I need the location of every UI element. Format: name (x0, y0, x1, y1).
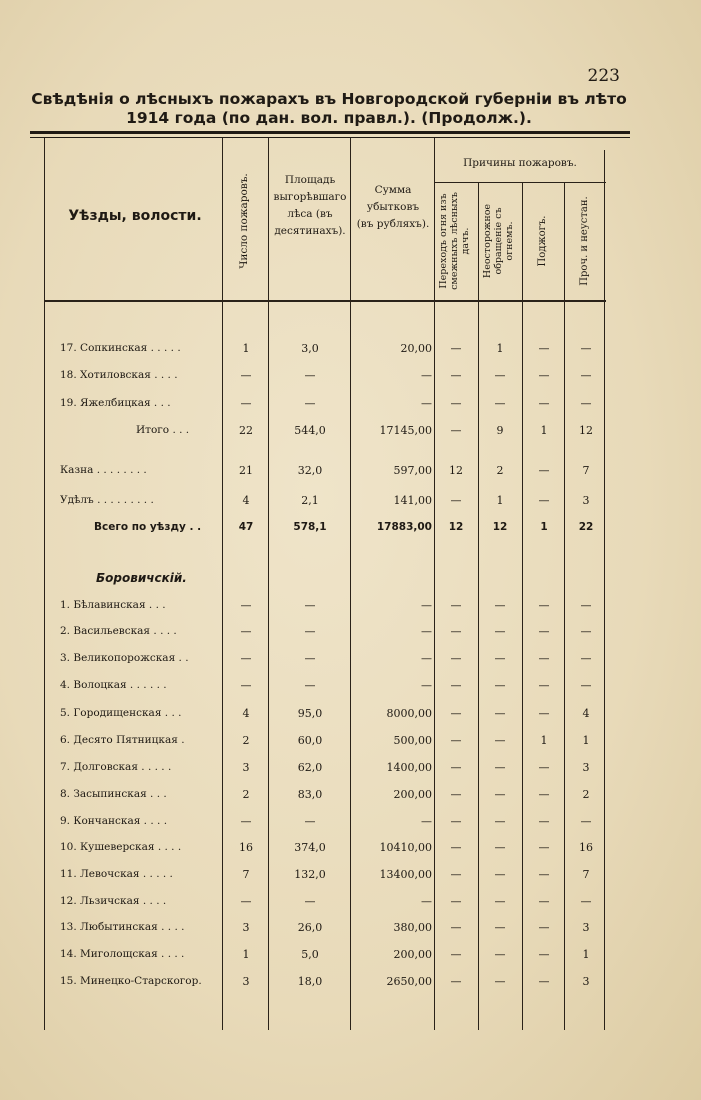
row-cause-arson: 1 (540, 734, 548, 747)
row-cause-spread: — (450, 734, 462, 747)
row-cause-arson: 1 (540, 521, 548, 533)
table-row (0, 424, 701, 444)
row-fire-count: 2 (242, 734, 250, 747)
row-name: 19. Яжелбицкая . . . (60, 397, 171, 409)
row-loss-sum: — (421, 815, 432, 828)
row-cause-spread: — (450, 652, 462, 665)
row-fire-count: — (240, 625, 252, 638)
row-loss-sum: 200,00 (393, 948, 432, 961)
row-fire-count: — (240, 397, 252, 410)
row-fire-count: — (240, 679, 252, 692)
row-cause-other: 12 (579, 424, 593, 437)
row-cause-other: — (580, 652, 592, 665)
row-cause-spread: — (450, 625, 462, 638)
row-cause-spread: — (450, 975, 462, 988)
row-cause-arson: — (538, 921, 550, 934)
header-causes: Причины пожаровъ. (463, 157, 577, 169)
row-cause-other: 3 (582, 494, 590, 507)
row-cause-arson: 1 (540, 424, 548, 437)
row-loss-sum: 500,00 (393, 734, 432, 747)
row-cause-other: 1 (582, 734, 590, 747)
row-fire-count: — (240, 369, 252, 382)
row-loss-sum: — (421, 397, 432, 410)
row-cause-careless: 1 (496, 494, 504, 507)
row-loss-sum: 17145,00 (379, 424, 432, 437)
row-cause-careless: — (494, 788, 506, 801)
table-row (0, 948, 701, 968)
row-loss-sum: 20,00 (400, 342, 432, 355)
row-cause-spread: — (450, 369, 462, 382)
row-name: 18. Хотиловская . . . . (60, 369, 178, 381)
row-cause-other: — (580, 397, 592, 410)
row-cause-spread: — (450, 679, 462, 692)
row-loss-sum: — (421, 895, 432, 908)
table-row (0, 975, 701, 995)
row-cause-other: — (580, 369, 592, 382)
row-fire-count: 16 (239, 841, 253, 854)
row-cause-other: 2 (582, 788, 590, 801)
row-burned-area: 132,0 (294, 868, 326, 881)
table-row (0, 734, 701, 754)
row-name: 5. Городищенская . . . (60, 707, 182, 719)
row-cause-arson: — (538, 494, 550, 507)
row-name: 6. Десято Пятницкая . (60, 734, 185, 746)
table-row (0, 494, 701, 514)
row-cause-other: — (580, 625, 592, 638)
row-name: 9. Кончанская . . . . (60, 815, 168, 827)
row-cause-arson: — (538, 369, 550, 382)
row-loss-sum: — (421, 652, 432, 665)
table-row (0, 815, 701, 835)
row-burned-area: 374,0 (294, 841, 326, 854)
header-bottom-rule (44, 300, 606, 302)
row-cause-careless: — (494, 948, 506, 961)
row-name: 10. Кушеверская . . . . (60, 841, 182, 853)
row-cause-careless: — (494, 975, 506, 988)
table-row (0, 921, 701, 941)
row-cause-other: 3 (582, 761, 590, 774)
row-cause-arson: — (538, 868, 550, 881)
row-fire-count: — (240, 599, 252, 612)
header-cause-careless: Неосторожное обращеніе съ огнемъ. (482, 203, 515, 279)
row-burned-area: 578,1 (293, 521, 327, 533)
row-burned-area: 32,0 (297, 464, 323, 477)
table-row (0, 895, 701, 915)
row-loss-sum: 13400,00 (379, 868, 432, 881)
row-burned-area: 95,0 (297, 707, 323, 720)
row-cause-spread: — (450, 342, 462, 355)
row-cause-careless: — (494, 652, 506, 665)
row-cause-careless: — (494, 369, 506, 382)
header-cause-spread: Переходъ огня изъ смежныхъ лѣсныхъ дачъ. (438, 192, 471, 290)
row-name: Всего по уѣзду . . (94, 521, 202, 533)
row-cause-spread: — (450, 494, 462, 507)
row-cause-careless: — (494, 921, 506, 934)
row-fire-count: — (240, 652, 252, 665)
row-cause-arson: — (538, 707, 550, 720)
row-cause-arson: — (538, 342, 550, 355)
row-cause-spread: — (450, 707, 462, 720)
row-cause-arson: — (538, 761, 550, 774)
row-loss-sum: 597,00 (393, 464, 432, 477)
row-burned-area: — (304, 625, 316, 638)
row-name: 7. Долговская . . . . . (60, 761, 172, 773)
table-row (0, 868, 701, 888)
row-loss-sum: 1400,00 (386, 761, 432, 774)
row-loss-sum: 141,00 (393, 494, 432, 507)
row-burned-area: — (304, 895, 316, 908)
row-cause-arson: — (538, 599, 550, 612)
row-burned-area: 3,0 (301, 342, 319, 355)
row-name: 15. Минецко-Старскогор. (60, 975, 202, 987)
row-cause-spread: — (450, 868, 462, 881)
header-loss-sum: Сумма убытковъ (въ рубляхъ). (356, 184, 430, 230)
page-title (22, 90, 636, 128)
title-line-1: Свѣдѣнія о лѣсныхъ пожарахъ въ Новгородской губерніи въ лѣто (31, 90, 627, 108)
row-burned-area: — (304, 652, 316, 665)
row-cause-arson: — (538, 895, 550, 908)
row-cause-other: 22 (578, 521, 594, 533)
row-burned-area: — (304, 369, 316, 382)
row-cause-careless: — (494, 895, 506, 908)
row-fire-count: 47 (238, 521, 254, 533)
table-row (0, 464, 701, 484)
row-cause-spread: — (450, 841, 462, 854)
row-cause-careless: — (494, 734, 506, 747)
row-cause-other: 7 (582, 868, 590, 881)
row-cause-spread: — (450, 948, 462, 961)
row-loss-sum: — (421, 679, 432, 692)
row-cause-spread: — (450, 895, 462, 908)
row-fire-count: 22 (239, 424, 253, 437)
row-cause-spread: — (450, 788, 462, 801)
row-name: 4. Волоцкая . . . . . . (60, 679, 167, 691)
row-burned-area: — (304, 397, 316, 410)
row-loss-sum: — (421, 625, 432, 638)
row-name: 11. Левочская . . . . . (60, 868, 173, 880)
row-name: 13. Любытинская . . . . (60, 921, 185, 933)
header-cause-arson: Поджогъ. (537, 215, 548, 267)
row-cause-careless: — (494, 679, 506, 692)
row-cause-spread: — (450, 921, 462, 934)
table-row (0, 625, 701, 645)
table-row (0, 707, 701, 727)
row-cause-other: 16 (579, 841, 593, 854)
row-name: 8. Засыпинская . . . (60, 788, 167, 800)
row-loss-sum: — (421, 369, 432, 382)
table-row (0, 599, 701, 619)
title-rule-thin (30, 137, 630, 138)
row-cause-spread: — (450, 424, 462, 437)
row-cause-arson: — (538, 815, 550, 828)
row-cause-arson: — (538, 975, 550, 988)
row-cause-spread: 12 (449, 464, 463, 477)
row-cause-arson: — (538, 652, 550, 665)
row-cause-arson: — (538, 948, 550, 961)
row-loss-sum: 10410,00 (379, 841, 432, 854)
row-cause-other: — (580, 342, 592, 355)
row-burned-area: 60,0 (297, 734, 323, 747)
table-row (0, 679, 701, 699)
row-fire-count: 3 (242, 975, 250, 988)
row-fire-count: — (240, 815, 252, 828)
row-cause-arson: — (538, 788, 550, 801)
row-cause-arson: — (538, 841, 550, 854)
table-row (0, 342, 701, 362)
row-name: 1. Бѣлавинская . . . (60, 599, 166, 611)
row-cause-other: — (580, 895, 592, 908)
row-name: Удѣлъ . . . . . . . . . (60, 494, 154, 506)
row-cause-other: — (580, 679, 592, 692)
row-cause-careless: — (494, 815, 506, 828)
row-name: Казна . . . . . . . . (60, 464, 147, 476)
row-cause-other: — (580, 599, 592, 612)
header-cause-other: Проч. и неустан. (579, 196, 590, 286)
row-name: Итого . . . (136, 424, 190, 436)
row-burned-area: — (304, 815, 316, 828)
row-loss-sum: 380,00 (393, 921, 432, 934)
row-cause-careless: 12 (492, 521, 508, 533)
row-cause-careless: 1 (496, 342, 504, 355)
row-name: 3. Великопорожская . . (60, 652, 189, 664)
section-title-borovichi: Боровичскій. (96, 571, 187, 585)
header-fire-count: Число пожаровъ. (238, 173, 250, 269)
row-cause-careless: 2 (496, 464, 504, 477)
table-row (0, 841, 701, 861)
row-cause-arson: — (538, 397, 550, 410)
row-burned-area: — (304, 599, 316, 612)
page-number: 223 (587, 66, 620, 86)
row-cause-other: 7 (582, 464, 590, 477)
row-cause-other: — (580, 815, 592, 828)
row-fire-count: — (240, 895, 252, 908)
row-loss-sum: — (421, 599, 432, 612)
row-name: 2. Васильевская . . . . (60, 625, 177, 637)
row-cause-spread: — (450, 815, 462, 828)
row-loss-sum: 8000,00 (386, 707, 432, 720)
row-cause-careless: — (494, 868, 506, 881)
row-fire-count: 4 (242, 707, 250, 720)
row-fire-count: 1 (242, 948, 250, 961)
table-row (0, 788, 701, 808)
row-loss-sum: 2650,00 (386, 975, 432, 988)
row-cause-arson: — (538, 679, 550, 692)
row-fire-count: 2 (242, 788, 250, 801)
row-burned-area: 26,0 (297, 921, 323, 934)
row-cause-spread: — (450, 761, 462, 774)
row-cause-careless: — (494, 397, 506, 410)
row-burned-area: 544,0 (294, 424, 326, 437)
row-loss-sum: 17883,00 (376, 521, 432, 533)
row-cause-arson: — (538, 625, 550, 638)
row-burned-area: 18,0 (297, 975, 323, 988)
row-cause-careless: — (494, 841, 506, 854)
row-burned-area: 62,0 (297, 761, 323, 774)
row-cause-arson: — (538, 464, 550, 477)
row-fire-count: 21 (239, 464, 253, 477)
row-name: 14. Миголощская . . . . (60, 948, 185, 960)
row-cause-other: 4 (582, 707, 590, 720)
row-fire-count: 1 (242, 342, 250, 355)
row-fire-count: 3 (242, 921, 250, 934)
table-row (0, 761, 701, 781)
row-cause-spread: — (450, 397, 462, 410)
row-cause-careless: — (494, 707, 506, 720)
header-burned-area: Площадь выгорѣвшаго лѣса (въ десятинахъ). (273, 174, 347, 237)
row-cause-careless: — (494, 599, 506, 612)
row-cause-other: 3 (582, 975, 590, 988)
row-cause-spread: — (450, 599, 462, 612)
header-districts: Уѣзды, волости. (68, 208, 202, 224)
table-row (0, 521, 701, 541)
row-loss-sum: 200,00 (393, 788, 432, 801)
row-cause-careless: 9 (496, 424, 504, 437)
table-row (0, 397, 701, 417)
row-cause-other: 3 (582, 921, 590, 934)
row-fire-count: 3 (242, 761, 250, 774)
row-name: 12. Льзичская . . . . (60, 895, 167, 907)
row-cause-careless: — (494, 761, 506, 774)
row-cause-spread: 12 (448, 521, 464, 533)
title-line-2: 1914 года (по дан. вол. правл.). (Продолж.). (126, 109, 532, 127)
row-name: 17. Сопкинская . . . . . (60, 342, 181, 354)
row-fire-count: 7 (242, 868, 250, 881)
title-rule-thick (30, 131, 630, 134)
row-cause-other: 1 (582, 948, 590, 961)
row-fire-count: 4 (242, 494, 250, 507)
row-burned-area: 83,0 (297, 788, 323, 801)
table-row (0, 652, 701, 672)
table-row (0, 369, 701, 389)
row-burned-area: 2,1 (301, 494, 319, 507)
row-burned-area: 5,0 (301, 948, 319, 961)
row-burned-area: — (304, 679, 316, 692)
row-cause-careless: — (494, 625, 506, 638)
